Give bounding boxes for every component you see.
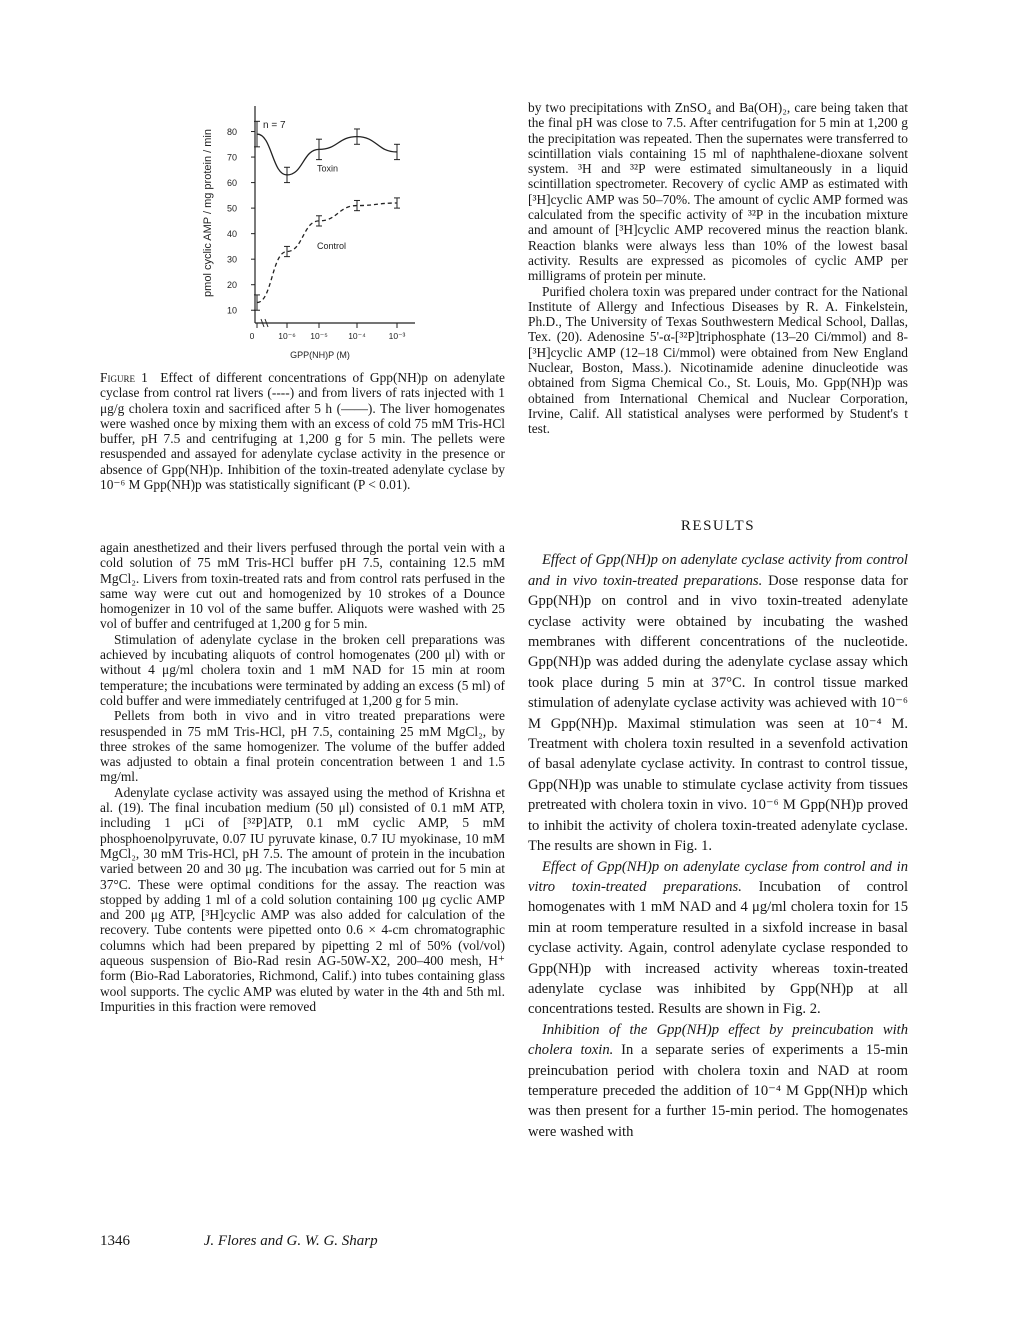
y-tick-label: 20 <box>226 280 237 291</box>
chart-x-label: GPP(NH)P (M) <box>290 350 350 360</box>
paragraph: again anesthetized and their livers perfused through the portal vein with a cold solution of 75 mM Tris-HCl buffer pH 7.5, containing 12.5 mM MgCl₂. Livers from toxin-treated rats and from control rats perfused in the same way were cut out and homogenized by 10 strokes of a Dounce homogenizer in 10 vol of the same buffer. Aliquots were washed with 25 vol of buffer and centrifuged at 1,200 g for 5 min. <box>100 540 505 632</box>
left-column <box>100 540 505 1014</box>
series-label-toxin: Toxin <box>317 163 339 174</box>
results-text: In a separate series of experiments a 15-min preincubation period with cholera toxin and NAD at room temperature preceded the addition of 10⁻⁴ M Gpp(NH)p which was then present for a further 15-min period. The homogenates were washed with <box>528 1042 908 1140</box>
y-tick-label: 40 <box>226 229 237 240</box>
figure-label: Figure 1 <box>100 370 148 385</box>
runin-heading: Effect of Gpp(NH)p on adenylate cyclase from control and in vitro toxin-treated preparations. <box>528 858 908 895</box>
y-tick-label: 50 <box>226 203 237 214</box>
page-number: 1346 <box>100 1233 130 1249</box>
chart-annotation: n = 7 <box>263 120 286 131</box>
results-paragraph <box>528 1020 908 1142</box>
page-footer <box>100 1233 378 1250</box>
paragraph: Purified cholera toxin was prepared under contract for the National Institute of Allergy and Infectious Diseases by R. A. Finkelstein, Ph.D., The University of Texas Southwestern Medical School, Dallas, Tex. (20). Adenosine 5'-α-[³²P]triphosphate (13–20 Ci/mmol) and 8-[³H]cyclic AMP (12–18 Ci/mmol) were obtained from New England Nuclear, Boston, Mass.). Nicotinamide adenine dinucleotide was obtained from Sigma Chemical Co., St. Louis, Mo. Gpp(NH)p was obtained from International Chemical and Nuclear Corporation, Irvine, Calif. All statistical analyses were performed by Student's t test. <box>528 283 908 437</box>
paragraph: Adenylate cyclase activity was assayed using the method of Krishna et al. (19). The final incubation medium (50 μl) consisted of 0.1 mM ATP, including 1 μCi of [³²P]ATP, 0.1 mM cyclic AMP, 5 mM phosphoenolpyruvate, 0.07 IU pyruvate kinase, 0.7 IU myokinase, 10 mM MgCl₂, 30 mM Tris-HCl, pH 7.5. The amount of protein in the incubation varied between 20 and 30 μg. The incubation was carried out for 5 min at 37°C. These were optimal conditions for the assay. The reaction was stopped by adding 1 ml of a cold solution containing 100 μg cyclic AMP and 200 μg ATP, [³H]cyclic AMP was also added for calculation of the recovery. Tube contents were pipetted onto 0.6 × 4-cm chromatographic columns which had been prepared by pipetting 2 ml of 50% (vol/vol) aqueous suspension of Bio-Rad resin AG-50W-X2, 200–400 mesh, H⁺ form (Bio-Rad Laboratories, Richmond, Calif.) into tubes containing glass wool supports. The cyclic AMP was eluted by water in the 4th and 5th ml. Impurities in this fraction were removed <box>100 784 505 1014</box>
runin-heading: Inhibition of the Gpp(NH)p effect by preincubation with cholera toxin. <box>528 1021 908 1059</box>
results-text: Incubation of control homogenates with 1 mM NAD and 4 μg/ml cholera toxin for 15 min at room temperature resulted in a sixfold increase in basal cyclase activity. Again, control adenylate cyclase responded to Gpp(NH)p with increased activity whereas toxin-treated adenylate cyclase was inhibited by Gpp(NH)p at all concentrations tested. Results are shown in Fig. 2. <box>528 878 908 1018</box>
paragraph: by two precipitations with ZnSO₄ and Ba(OH)₂, care being taken that the final pH was close to 7.5. After centrifugation for 5 min at 1,200 g the precipitation was repeated. Then the supernates were transferred to scintillation vials containing 15 ml of naphthalene-dioxane solvent system. ³H and ³²P were estimated simultaneously in a liquid scintillation spectrometer. Recovery of cyclic AMP as estimated with [³H]cyclic AMP was 50–70%. The amount of cyclic AMP formed was calculated from the specific activity of ³²P in the incubation mixture and amount of [³H]cyclic AMP recovered minus the reaction blank. Reaction blanks were always less than 10% of the lowest basal activity. Results are expressed as picomoles of cyclic AMP per milligrams of protein per minute. <box>528 100 908 284</box>
y-tick-label: 60 <box>226 178 237 189</box>
runin-heading: Effect of Gpp(NH)p on adenylate cyclase activity from control and in vivo toxin-treated preparations. <box>528 552 908 589</box>
figure-1-chart <box>195 98 435 368</box>
series-label-control: Control <box>317 240 347 251</box>
x-tick-label: 10⁻⁴ <box>348 331 366 341</box>
running-authors: J. Flores and G. W. G. Sharp <box>203 1233 378 1249</box>
x-tick-label: 10⁻³ <box>388 331 406 341</box>
results-heading: RESULTS <box>680 518 756 534</box>
y-tick-label: 70 <box>226 152 237 163</box>
paragraph: Stimulation of adenylate cyclase in the broken cell preparations was achieved by incubating aliquots of control homogenates (200 μl) with or without 4 μg/ml cholera toxin and 1 mM NAD for 15 min at room temperature; the incubations were terminated by adding an excess (5 ml) of cold buffer and were immediately centrifuged at 1,200 g for 5 min. <box>100 631 505 708</box>
paragraph: Pellets from both in vivo and in vitro treated preparations were resuspended in 75 mM Tris-HCl, pH 7.5, containing 25 mM MgCl₂, by three strokes of the same homogenizer. The volume of the buffer added was adjusted to obtain a final protein concentration between 1 and 1.5 mg/ml. <box>100 708 505 785</box>
y-tick-label: 10 <box>226 305 237 316</box>
y-tick-label: 30 <box>226 254 237 265</box>
results-paragraph <box>528 857 908 1020</box>
series-line-control <box>257 203 397 303</box>
x-tick-label: 10⁻⁵ <box>310 331 328 341</box>
y-tick-label: 80 <box>226 127 237 138</box>
caption-text: Effect of different concentrations of Gpp(NH)p on adenylate cyclase from control rat livers (----) and from livers of rats injected with 1 μg/g cholera toxin and sacrificed after 5 h (——). The liver homogenates were washed once by mixing them with an excess of cold 75 mM Tris-HCl buffer, pH 7.5 and centrifuging at 1,200 g for 5 min. The pellets were resuspended and assayed for adenylate cyclase activity in the presence or absence of Gpp(NH)p. Inhibition of the toxin-treated adenylate cyclase by 10⁻⁶ M Gpp(NH)p was statistically significant (P < 0.01). <box>100 370 505 493</box>
chart-y-label: pmol cyclic AMP / mg protein / min <box>202 129 214 297</box>
results-text: Dose response data for Gpp(NH)p on control and in vivo toxin-treated adenylate cyclase activity were obtained by incubating the washed membranes with different concentrations of the nucleotide. Gpp(NH)p was added during the adenylate cyclase assay which took place during 5 min at 37°C. In control tissue marked stimulation of adenylate cyclase activity was achieved with 10⁻⁶ M Gpp(NH)p. Maximal stimulation was seen at 10⁻⁴ M. Treatment with cholera toxin resulted in a sevenfold activation of basal adenylate cyclase activity. In contrast to control tissue, Gpp(NH)p was unable to stimulate cyclase activity from tissues pretreated with cholera toxin in vivo. 10⁻⁶ M Gpp(NH)p proved to inhibit the activity of cholera toxin-treated adenylate cyclase. The results are shown in Fig. 1. <box>528 572 908 855</box>
x-tick-label: 10⁻⁶ <box>278 331 296 341</box>
figure-caption <box>100 370 505 492</box>
results-section <box>528 516 908 1142</box>
x-tick-label: 0 <box>249 331 255 341</box>
right-column-methods <box>528 100 908 437</box>
results-paragraph <box>528 550 908 856</box>
